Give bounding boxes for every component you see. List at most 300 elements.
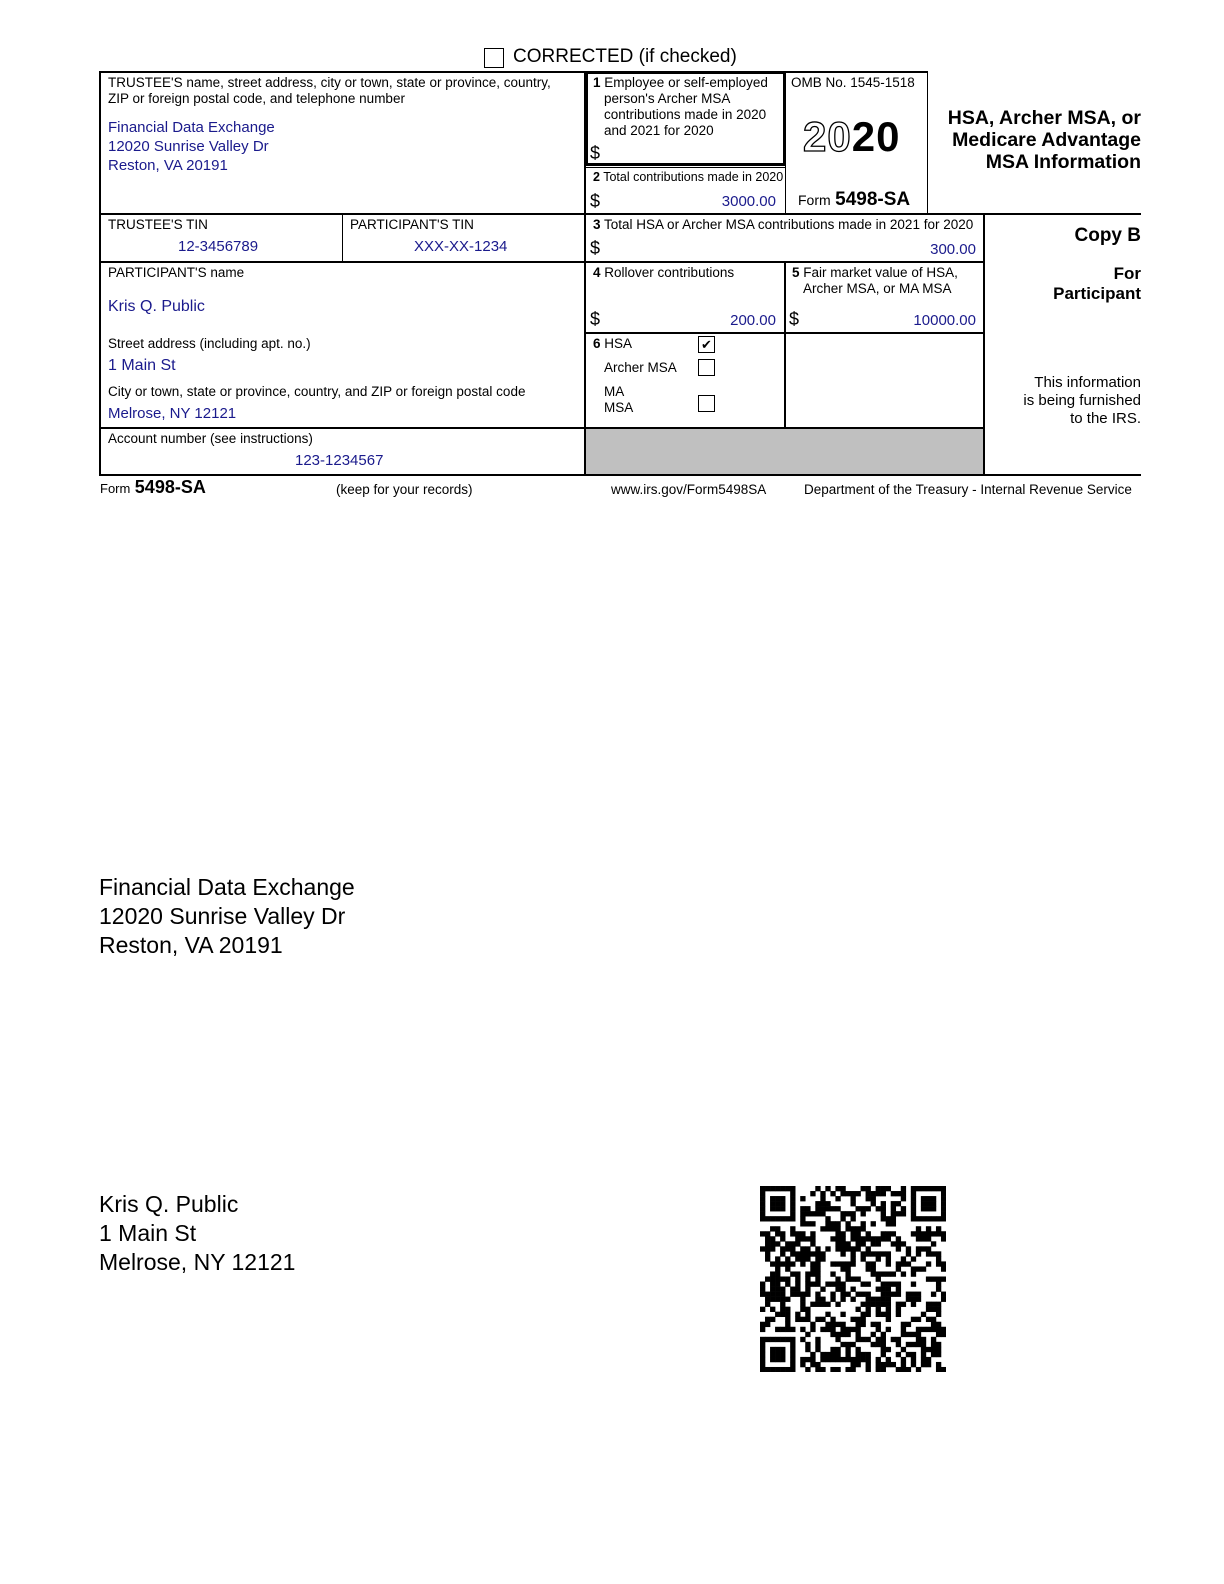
qr-module (780, 1246, 785, 1251)
qr-module (815, 1271, 820, 1276)
qr-module (850, 1191, 855, 1196)
qr-module (886, 1282, 891, 1287)
qr-module (805, 1206, 810, 1211)
qr-module (810, 1357, 815, 1362)
qr-module (876, 1276, 881, 1281)
qr-module (941, 1266, 946, 1271)
qr-module (805, 1317, 810, 1322)
qr-module (805, 1256, 810, 1261)
qr-module (941, 1201, 946, 1206)
qr-module (835, 1206, 840, 1211)
qr-module (780, 1276, 785, 1281)
qr-module (790, 1241, 795, 1246)
qr-module (876, 1256, 881, 1261)
qr-module (941, 1186, 946, 1191)
qr-module (886, 1236, 891, 1241)
qr-module (840, 1357, 845, 1362)
archer-msa-checkbox[interactable] (698, 359, 715, 376)
qr-module (815, 1337, 820, 1342)
qr-module (936, 1216, 941, 1221)
qr-module (825, 1216, 830, 1221)
qr-module (861, 1206, 866, 1211)
qr-module (840, 1251, 845, 1256)
qr-module (866, 1206, 871, 1211)
qr-module (911, 1292, 916, 1297)
qr-module (765, 1367, 770, 1372)
qr-module (830, 1327, 835, 1332)
qr-module (941, 1261, 946, 1266)
qr-module (840, 1342, 845, 1347)
qr-module (931, 1241, 936, 1246)
qr-module (926, 1226, 931, 1231)
qr-module (936, 1261, 941, 1266)
qr-module (941, 1196, 946, 1201)
qr-module (810, 1327, 815, 1332)
qr-module (896, 1241, 901, 1246)
qr-module (921, 1266, 926, 1271)
qr-module (861, 1357, 866, 1362)
qr-module (790, 1287, 795, 1292)
qr-module (886, 1251, 891, 1256)
qr-module (881, 1231, 886, 1236)
qr-module (810, 1302, 815, 1307)
qr-module (805, 1357, 810, 1362)
qr-module (871, 1241, 876, 1246)
account-value: 123-1234567 (295, 452, 384, 469)
qr-module (780, 1201, 785, 1206)
qr-module (785, 1307, 790, 1312)
qr-module (765, 1317, 770, 1322)
qr-module (911, 1231, 916, 1236)
qr-module (881, 1367, 886, 1372)
qr-module (765, 1276, 770, 1281)
qr-module (911, 1266, 916, 1271)
qr-module (805, 1367, 810, 1372)
omb-number: OMB No. 1545-1518 (791, 75, 915, 90)
qr-module (866, 1266, 871, 1271)
qr-module (936, 1367, 941, 1372)
qr-module (775, 1266, 780, 1271)
qr-module (866, 1367, 871, 1372)
qr-module (891, 1292, 896, 1297)
ma-msa-checkbox[interactable] (698, 395, 715, 412)
qr-module (896, 1307, 901, 1312)
qr-module (820, 1302, 825, 1307)
qr-module (881, 1186, 886, 1191)
qr-module (775, 1352, 780, 1357)
qr-module (845, 1226, 850, 1231)
qr-module (800, 1256, 805, 1261)
qr-module (866, 1352, 871, 1357)
qr-module (850, 1261, 855, 1266)
qr-module (941, 1236, 946, 1241)
qr-module (835, 1236, 840, 1241)
qr-module (845, 1261, 850, 1266)
qr-module (856, 1191, 861, 1196)
qr-module (765, 1251, 770, 1256)
qr-module (800, 1251, 805, 1256)
qr-module (936, 1251, 941, 1256)
qr-module (876, 1287, 881, 1292)
qr-module (810, 1282, 815, 1287)
qr-module (805, 1271, 810, 1276)
qr-module (790, 1367, 795, 1372)
hsa-checkbox[interactable] (698, 336, 715, 353)
qr-module (825, 1322, 830, 1327)
qr-module (820, 1357, 825, 1362)
qr-module (866, 1357, 871, 1362)
qr-module (825, 1302, 830, 1307)
qr-module (845, 1292, 850, 1297)
qr-module (936, 1276, 941, 1281)
qr-module (790, 1226, 795, 1231)
qr-module (830, 1191, 835, 1196)
qr-module (886, 1357, 891, 1362)
qr-module (830, 1367, 835, 1372)
qr-module (856, 1357, 861, 1362)
qr-module (785, 1317, 790, 1322)
qr-module (780, 1292, 785, 1297)
qr-module (785, 1241, 790, 1246)
qr-module (931, 1342, 936, 1347)
qr-module (765, 1236, 770, 1241)
qr-module (815, 1211, 820, 1216)
qr-module (845, 1367, 850, 1372)
qr-module (911, 1282, 916, 1287)
qr-module (926, 1201, 931, 1206)
qr-module (845, 1352, 850, 1357)
qr-module (856, 1332, 861, 1337)
qr-module (840, 1231, 845, 1236)
qr-module (921, 1206, 926, 1211)
qr-module (886, 1302, 891, 1307)
qr-module (800, 1302, 805, 1307)
qr-module (835, 1231, 840, 1236)
qr-module (926, 1196, 931, 1201)
qr-module (891, 1241, 896, 1246)
qr-module (931, 1352, 936, 1357)
shaded-area (586, 429, 983, 474)
qr-module (881, 1251, 886, 1256)
participant-tin-value: XXX-XX-1234 (414, 238, 508, 255)
qr-module (795, 1271, 800, 1276)
qr-module (825, 1186, 830, 1191)
qr-module (790, 1206, 795, 1211)
qr-module (911, 1216, 916, 1221)
qr-module (916, 1216, 921, 1221)
qr-module (840, 1322, 845, 1327)
qr-module (866, 1312, 871, 1317)
qr-module (891, 1216, 896, 1221)
qr-module (835, 1282, 840, 1287)
qr-module (921, 1201, 926, 1206)
box5-label: 5 Fair market value of HSA, Archer MSA, or MA MSA (792, 265, 958, 296)
qr-module (936, 1342, 941, 1347)
qr-module (815, 1276, 820, 1281)
footer-dept: Department of the Treasury - Internal Revenue Service (804, 482, 1132, 497)
qr-module (780, 1337, 785, 1342)
qr-module (835, 1221, 840, 1226)
qr-module (881, 1236, 886, 1241)
qr-module (866, 1191, 871, 1196)
qr-module (760, 1211, 765, 1216)
qr-module (901, 1241, 906, 1246)
qr-module (856, 1241, 861, 1246)
qr-module (921, 1196, 926, 1201)
qr-module (926, 1186, 931, 1191)
qr-module (785, 1282, 790, 1287)
qr-module (850, 1201, 855, 1206)
qr-module (871, 1271, 876, 1276)
qr-module (896, 1367, 901, 1372)
qr-module (886, 1271, 891, 1276)
qr-module (856, 1292, 861, 1297)
qr-module (891, 1201, 896, 1206)
qr-module (891, 1282, 896, 1287)
qr-module (931, 1317, 936, 1322)
qr-module (916, 1292, 921, 1297)
qr-module (840, 1266, 845, 1271)
qr-module (850, 1226, 855, 1231)
qr-module (770, 1347, 775, 1352)
qr-module (790, 1201, 795, 1206)
qr-module (840, 1312, 845, 1317)
corrected-label: CORRECTED (if checked) (513, 46, 737, 67)
qr-module (810, 1251, 815, 1256)
qr-module (840, 1216, 845, 1221)
qr-module (830, 1322, 835, 1327)
qr-module (810, 1221, 815, 1226)
qr-module (815, 1266, 820, 1271)
qr-module (840, 1211, 845, 1216)
trustee-name: Financial Data Exchange (108, 119, 275, 136)
qr-module (775, 1297, 780, 1302)
qr-module (921, 1216, 926, 1221)
footer-url[interactable]: www.irs.gov/Form5498SA (611, 482, 767, 497)
qr-module (760, 1246, 765, 1251)
qr-module (861, 1302, 866, 1307)
qr-module (850, 1231, 855, 1236)
qr-module (866, 1246, 871, 1251)
qr-module (866, 1362, 871, 1367)
qr-module (876, 1241, 881, 1246)
qr-module (775, 1241, 780, 1246)
qr-module (896, 1342, 901, 1347)
qr-module (866, 1261, 871, 1266)
qr-module (876, 1362, 881, 1367)
box6-hsa-label: 6 HSA (593, 336, 633, 351)
qr-module (911, 1302, 916, 1307)
recipient-address: Kris Q. Public 1 Main St Melrose, NY 12121 (99, 1191, 296, 1275)
qr-module (901, 1206, 906, 1211)
qr-module (770, 1271, 775, 1276)
qr-module (830, 1226, 835, 1231)
qr-module (881, 1362, 886, 1367)
participant-name-value: Kris Q. Public (108, 298, 205, 315)
qr-module (800, 1317, 805, 1322)
qr-module (866, 1337, 871, 1342)
qr-module (795, 1241, 800, 1246)
qr-module (901, 1211, 906, 1216)
qr-module (790, 1251, 795, 1256)
qr-module (866, 1282, 871, 1287)
qr-module (931, 1337, 936, 1342)
qr-module (810, 1191, 815, 1196)
qr-module (820, 1256, 825, 1261)
qr-module (876, 1367, 881, 1372)
qr-module (896, 1352, 901, 1357)
qr-module (815, 1201, 820, 1206)
qr-module (800, 1246, 805, 1251)
qr-module (856, 1206, 861, 1211)
qr-module (760, 1186, 765, 1191)
qr-module (861, 1221, 866, 1226)
qr-module (770, 1292, 775, 1297)
qr-module (790, 1186, 795, 1191)
qr-module (815, 1186, 820, 1191)
qr-module (931, 1201, 936, 1206)
qr-module (881, 1201, 886, 1206)
qr-module (871, 1201, 876, 1206)
box4-dollar: $ (590, 309, 601, 329)
qr-module (856, 1231, 861, 1236)
qr-module (785, 1216, 790, 1221)
qr-module (760, 1307, 765, 1312)
qr-module (795, 1256, 800, 1261)
qr-module (780, 1302, 785, 1307)
qr-module (876, 1322, 881, 1327)
qr-module (876, 1186, 881, 1191)
qr-module (931, 1302, 936, 1307)
qr-module (866, 1251, 871, 1256)
qr-module (906, 1322, 911, 1327)
qr-module (931, 1347, 936, 1352)
qr-module (835, 1367, 840, 1372)
qr-module (866, 1196, 871, 1201)
city-value: Melrose, NY 12121 (108, 405, 237, 422)
qr-module (881, 1347, 886, 1352)
qr-code-icon (760, 1186, 946, 1372)
qr-module (881, 1337, 886, 1342)
qr-module (795, 1282, 800, 1287)
qr-module (820, 1201, 825, 1206)
qr-module (810, 1211, 815, 1216)
trustee-tin-label: TRUSTEE'S TIN (108, 217, 208, 232)
qr-module (861, 1186, 866, 1191)
qr-module (886, 1317, 891, 1322)
qr-module (871, 1221, 876, 1226)
qr-module (775, 1256, 780, 1261)
qr-module (906, 1292, 911, 1297)
qr-module (795, 1236, 800, 1241)
qr-module (906, 1332, 911, 1337)
box5-dollar: $ (789, 309, 800, 329)
qr-module (926, 1246, 931, 1251)
qr-module (876, 1191, 881, 1196)
qr-module (780, 1352, 785, 1357)
qr-module (820, 1367, 825, 1372)
qr-module (916, 1367, 921, 1372)
qr-module (850, 1342, 855, 1347)
qr-module (825, 1282, 830, 1287)
qr-module (815, 1347, 820, 1352)
qr-module (856, 1347, 861, 1352)
qr-module (760, 1216, 765, 1221)
qr-module (901, 1186, 906, 1191)
qr-module (901, 1332, 906, 1337)
qr-module (861, 1211, 866, 1216)
qr-module (911, 1297, 916, 1302)
qr-module (770, 1367, 775, 1372)
qr-module (901, 1357, 906, 1362)
city-label: City or town, state or province, country, and ZIP or foreign postal code (108, 384, 526, 399)
qr-module (815, 1342, 820, 1347)
qr-module (825, 1352, 830, 1357)
qr-module (760, 1352, 765, 1357)
qr-module (941, 1292, 946, 1297)
qr-module (780, 1307, 785, 1312)
qr-module (916, 1342, 921, 1347)
qr-module (765, 1337, 770, 1342)
qr-module (871, 1266, 876, 1271)
qr-module (785, 1297, 790, 1302)
qr-module (941, 1231, 946, 1236)
qr-module (871, 1332, 876, 1337)
qr-module (881, 1302, 886, 1307)
corrected-checkbox[interactable] (484, 48, 504, 68)
qr-module (770, 1241, 775, 1246)
qr-module (775, 1287, 780, 1292)
qr-module (800, 1216, 805, 1221)
qr-module (941, 1276, 946, 1281)
qr-module (800, 1297, 805, 1302)
qr-module (850, 1357, 855, 1362)
trustee-tin-value: 12-3456789 (178, 238, 259, 255)
box6-archer-label: Archer MSA (604, 360, 677, 375)
qr-module (921, 1186, 926, 1191)
qr-module (800, 1261, 805, 1266)
qr-module (760, 1206, 765, 1211)
qr-module (891, 1221, 896, 1226)
qr-module (881, 1292, 886, 1297)
qr-module (795, 1312, 800, 1317)
qr-module (896, 1236, 901, 1241)
qr-module (775, 1216, 780, 1221)
qr-module (835, 1337, 840, 1342)
qr-module (850, 1362, 855, 1367)
box3-label: 3 Total HSA or Archer MSA contributions made in 2021 for 2020 (593, 217, 974, 232)
qr-module (901, 1367, 906, 1372)
qr-module (911, 1362, 916, 1367)
qr-module (805, 1347, 810, 1352)
qr-module (800, 1307, 805, 1312)
qr-module (835, 1347, 840, 1352)
qr-module (775, 1347, 780, 1352)
qr-module (941, 1191, 946, 1196)
qr-module (876, 1302, 881, 1307)
qr-module (785, 1256, 790, 1261)
qr-module (901, 1322, 906, 1327)
qr-module (820, 1206, 825, 1211)
box2-value: 3000.00 (721, 193, 776, 210)
qr-module (941, 1297, 946, 1302)
qr-module (856, 1236, 861, 1241)
qr-module (926, 1251, 931, 1256)
qr-module (795, 1317, 800, 1322)
qr-module (871, 1196, 876, 1201)
qr-module (805, 1236, 810, 1241)
qr-module (866, 1297, 871, 1302)
